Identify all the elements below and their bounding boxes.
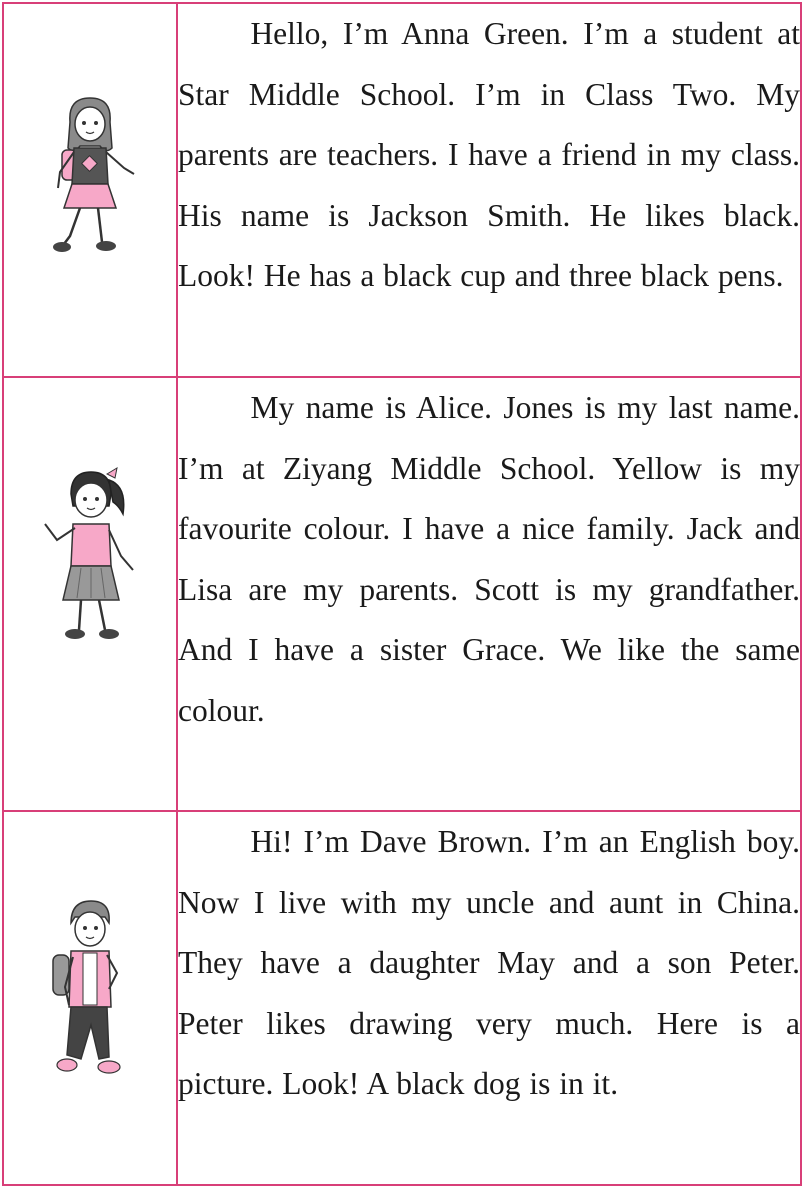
passage-cell <box>177 811 801 1185</box>
boy-with-backpack-illustration <box>45 897 135 1097</box>
passage-row-alice <box>3 377 801 811</box>
girl-with-backpack-illustration <box>40 92 140 262</box>
passage-row-dave <box>3 811 801 1185</box>
passage-alice: My name is Alice. Jones is my last name. I’m at Ziyang Middle School. Yellow is my favourite colour. I have a nice family. Jack and Lisa are my parents. Scott is my grandfather. And I have a sister Grace. We like the same colour. <box>178 390 800 728</box>
passage-cell <box>177 3 801 377</box>
passages-table <box>2 2 802 1186</box>
passage-cell <box>177 377 801 811</box>
passage-row-anna <box>3 3 801 377</box>
passage-dave: Hi! I’m Dave Brown. I’m an English boy. Now I live with my uncle and aunt in China. They have a daughter May and a son Peter. Peter likes drawing very much. Here is a picture. Look! A black dog is in it. <box>178 824 800 1101</box>
girl-with-ponytail-illustration <box>35 466 145 656</box>
picture-cell <box>3 811 177 1185</box>
passage-anna: Hello, I’m Anna Green. I’m a student at Star Middle School. I’m in Class Two. My parents are teachers. I have a friend in my class. His name is Jackson Smith. He likes black. Look! He has a black cup and three black pens. <box>178 16 800 293</box>
picture-cell <box>3 3 177 377</box>
picture-cell <box>3 377 177 811</box>
